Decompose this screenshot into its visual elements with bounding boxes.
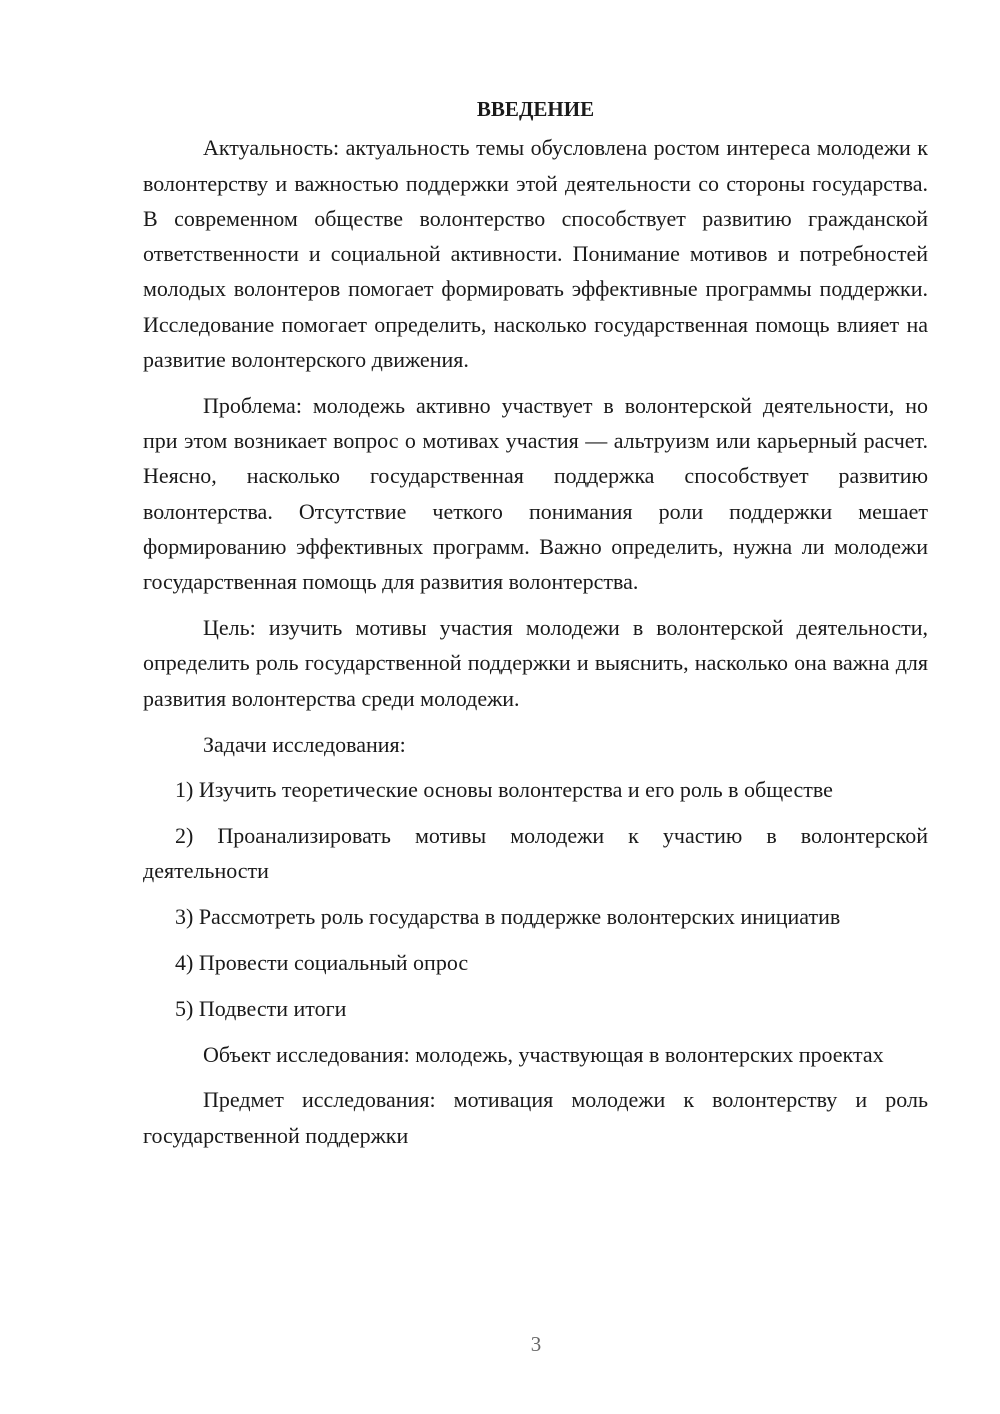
section-title: ВВЕДЕНИЕ [476,97,595,121]
research-object-paragraph: Объект исследования: молодежь, участвующая в волонтерских проектах [203,1041,884,1067]
task-item: 5) Подвести итоги [175,995,347,1021]
task-item: 2) Проанализировать мотивы молодежи к участию в волонтерской деятельности [143,823,928,884]
problem-paragraph: Проблема: молодежь активно участвует в волонтерской деятельности, но при этом возникает вопрос о мотивах участия — альтруизм или карьерный расчет. Неясно, насколько государственная поддержка способствует развитию волонтерства. Отсутствие четкого понимания роли поддержки мешает формированию эффективных программ. Важно определить, нужна ли молодежи государственная помощь для развития волонтерства. [143,392,928,595]
task-item: 3) Рассмотреть роль государства в поддержке волонтерских инициатив [175,904,841,930]
page-number: 3 [530,1332,542,1356]
task-item: 4) Провести социальный опрос [175,950,469,976]
tasks-heading: Задачи исследования: [203,731,406,757]
task-item: 1) Изучить теоретические основы волонтерства и его роль в обществе [175,777,833,803]
goal-paragraph: Цель: изучить мотивы участия молодежи в волонтерской деятельности, определить роль государственной поддержки и выяснить, насколько она важна для развития волонтерства среди молодежи. [143,615,928,711]
page-content [143,92,928,1164]
research-subject-paragraph: Предмет исследования: мотивация молодежи к волонтерству и роль государственной поддержки [143,1087,928,1148]
relevance-paragraph: Актуальность: актуальность темы обусловлена ростом интереса молодежи к волонтерству и важностью поддержки этой деятельности со стороны государства. В современном обществе волонтерство способствует развитию гражданской ответственности и социальной активности. Понимание мотивов и потребностей молодых волонтеров помогает формировать эффективные программы поддержки. Исследование помогает определить, насколько государственная помощь влияет на развитие волонтерского движения. [143,135,928,373]
